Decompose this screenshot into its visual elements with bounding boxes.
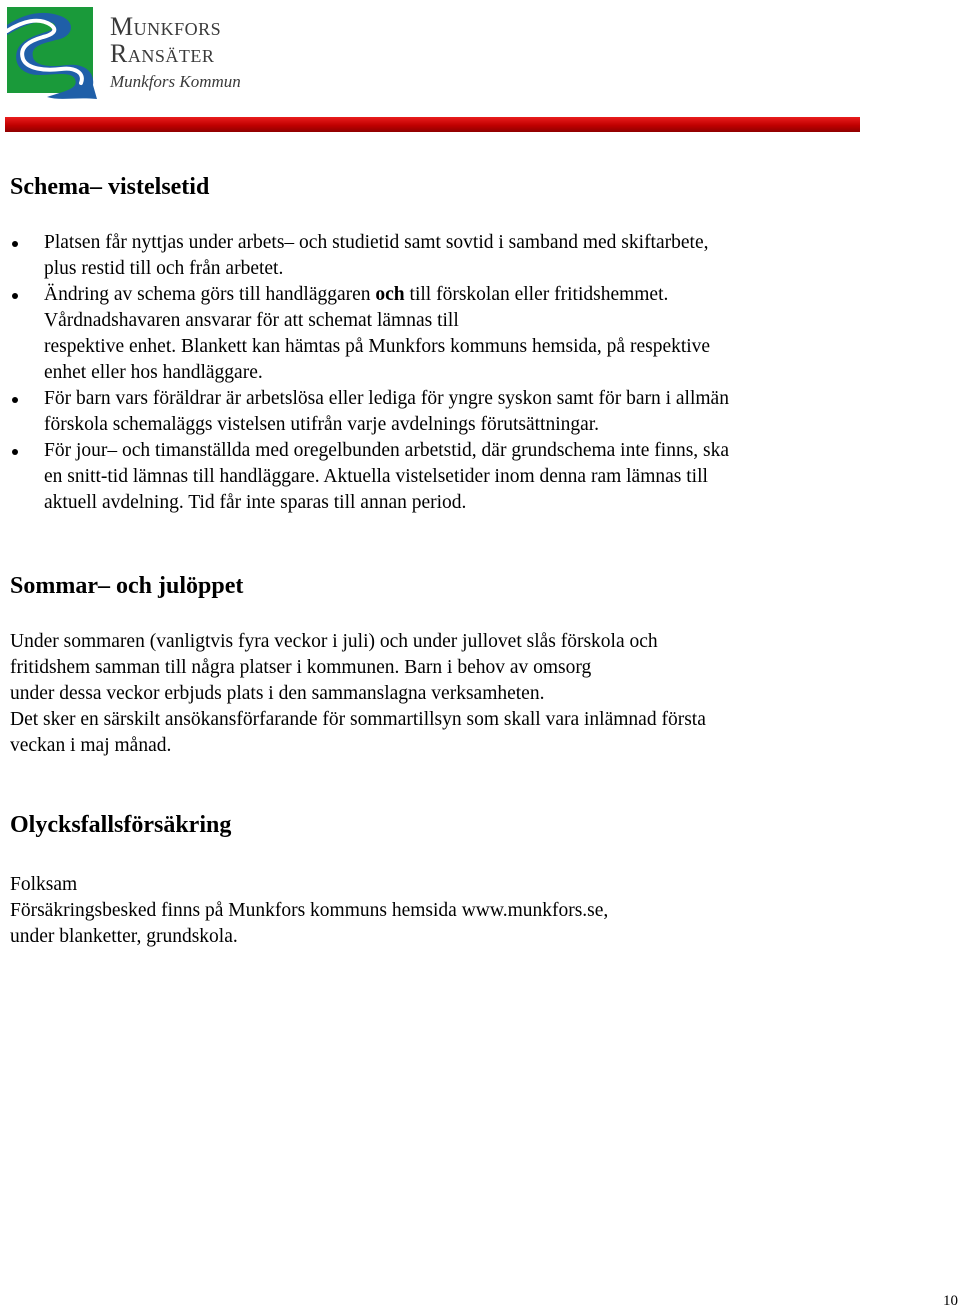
text-run: Ändring av schema görs till handläggaren bbox=[44, 284, 376, 305]
paragraph-line: Det sker en särskilt ansökansförfarande för sommartillsyn som skall vara inlämnad första bbox=[10, 709, 706, 730]
heading-insurance: Olycksfallsförsäkring bbox=[10, 812, 232, 838]
logo-wordmark bbox=[110, 14, 241, 90]
bullet-line: Platsen får nyttjas under arbets– och studietid samt sovtid i samband med skiftarbete, bbox=[44, 232, 709, 253]
bullet-line: plus restid till och från arbetet. bbox=[44, 258, 284, 279]
munkfors-logo-icon bbox=[5, 5, 100, 100]
bullet-line: respektive enhet. Blankett kan hämtas på Munkfors kommuns hemsida, på respektive bbox=[44, 336, 711, 357]
bullet-icon bbox=[12, 241, 18, 247]
list-item bbox=[10, 230, 870, 282]
page-number: 10 bbox=[943, 1293, 958, 1309]
paragraph-line: veckan i maj månad. bbox=[10, 735, 172, 756]
bullet-line: För jour– och timanställda med oregelbunden arbetstid, där grundschema inte finns, ska bbox=[44, 440, 730, 461]
bullet-line: förskola schemaläggs vistelsen utifrån varje avdelnings förutsättningar. bbox=[44, 414, 600, 435]
heading-schema: Schema– vistelsetid bbox=[10, 174, 210, 200]
header-divider-bar bbox=[5, 117, 860, 132]
schema-bullet-list bbox=[10, 230, 870, 516]
list-item bbox=[10, 438, 870, 516]
bullet-line: enhet eller hos handläggare. bbox=[44, 362, 263, 383]
bullet-line: För barn vars föräldrar är arbetslösa eller lediga för yngre syskon samt för barn i allmän bbox=[44, 388, 729, 409]
bullet-line bbox=[44, 282, 870, 308]
logo-line-ransater: Ransäter bbox=[110, 39, 215, 68]
bullet-icon bbox=[12, 293, 18, 299]
paragraph-line: Försäkringsbesked finns på Munkfors kommuns hemsida www.munkfors.se, bbox=[10, 900, 609, 921]
bullet-line: aktuell avdelning. Tid får inte sparas till annan period. bbox=[44, 492, 467, 513]
logo-line-kommun: Munkfors Kommun bbox=[110, 72, 241, 91]
heading-summer: Sommar– och julöppet bbox=[10, 573, 244, 599]
bullet-line: Vårdnadshavaren ansvarar för att schemat lämnas till bbox=[44, 310, 459, 331]
paragraph-line: under dessa veckor erbjuds plats i den sammanslagna verksamheten. bbox=[10, 683, 545, 704]
text-run: till förskolan eller fritidshemmet. bbox=[404, 284, 669, 305]
bullet-icon bbox=[12, 397, 18, 403]
list-item bbox=[10, 282, 870, 386]
summer-paragraph bbox=[10, 629, 880, 759]
paragraph-line: Folksam bbox=[10, 874, 78, 895]
bold-text: och bbox=[375, 284, 405, 305]
page-header bbox=[0, 0, 960, 135]
insurance-paragraph bbox=[10, 872, 880, 950]
paragraph-line: fritidshem samman till några platser i kommunen. Barn i behov av omsorg bbox=[10, 657, 592, 678]
bullet-icon bbox=[12, 449, 18, 455]
logo-line-munkfors: Munkfors bbox=[110, 12, 222, 41]
list-item bbox=[10, 386, 870, 438]
paragraph-line: Under sommaren (vanligtvis fyra veckor i juli) och under jullovet slås förskola och bbox=[10, 631, 658, 652]
paragraph-line: under blanketter, grundskola. bbox=[10, 926, 238, 947]
bullet-line: en snitt-tid lämnas till handläggare. Aktuella vistelsetider inom denna ram lämnas till bbox=[44, 466, 708, 487]
